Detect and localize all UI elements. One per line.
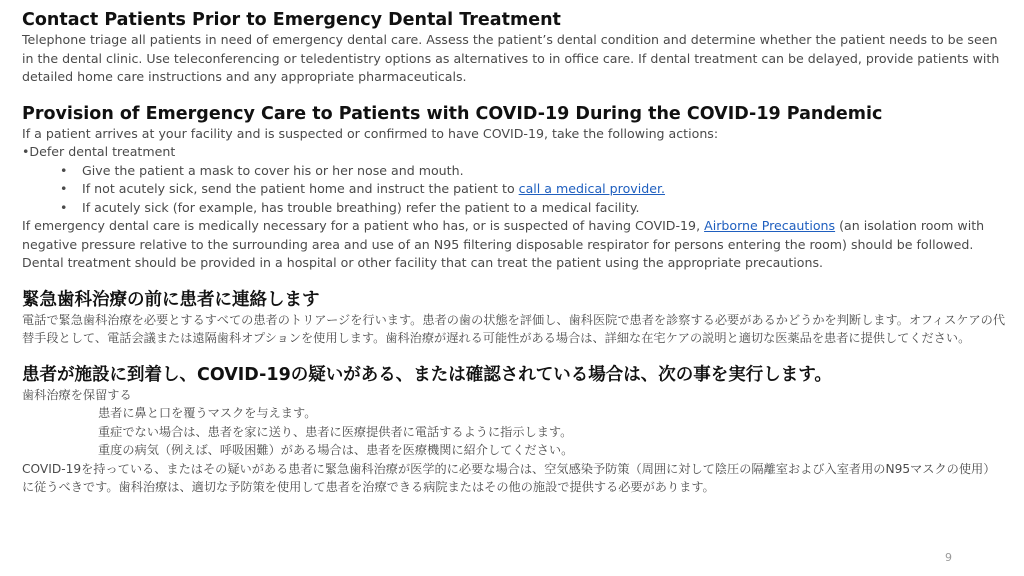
- paragraph-jp-precautions: COVID-19を持っている、またはその疑いがある患者に緊急歯科治療が医学的に必要な場合は、空気感染予防策（周囲に対して陰圧の隔離室および入室者用のN95マスクの使用）に従うべきです。歯科治療は、適切な予防策を使用して患者を治療できる病院またはその他の施設で提供する必要があります。: [22, 461, 996, 494]
- list-item: • If acutely sick (for example, has trouble breathing) refer the patient to a medical facility.: [22, 199, 1007, 218]
- jp-defer-line: 歯科治療を保留する: [22, 387, 132, 402]
- slide-content: [22, 10, 1007, 497]
- jp-list-item: 重症でない場合は、患者を家に送り、患者に医療提供者に電話するように指示します。: [98, 424, 573, 439]
- defer-treatment-line: •Defer dental treatment: [22, 144, 176, 159]
- actions-list: [22, 162, 1007, 218]
- paragraph-jp-triage: 電話で緊急歯科治療を必要とするすべての患者のトリアージを行います。患者の歯の状態を評価し、歯科医院で患者を診察する必要があるかどうかを判断します。オフィスケアの代替手段として、電話会議または遠隔歯科オプションを使用します。歯科治療が遅れる可能性がある場合は、詳細な在宅ケアの説明と適切な医薬品を患者に提供してください。: [22, 312, 1006, 345]
- airborne-precautions-link[interactable]: Airborne Precautions: [704, 218, 836, 233]
- japanese-section: [22, 290, 1007, 497]
- paragraph-telephone-triage: Telephone triage all patients in need of emergency dental care. Assess the patient’s dental condition and determine whether the patient needs to be seen in the dental clinic. Use teleconferencing or teledentistry options as alternatives to in office care. If dental treatment can be delayed, provide patients with detailed home care instructions and any appropriate pharmaceuticals.: [22, 32, 1000, 84]
- bullet-dot-icon: •: [60, 181, 68, 196]
- heading-jp-covid-actions: 患者が施設に到着し、COVID-19の疑いがある、または確認されている場合は、次の事を実行します。: [22, 364, 832, 385]
- paragraph-intro-actions: If a patient arrives at your facility and is suspected or confirmed to have COVID-19, take the following actions:: [22, 125, 719, 141]
- bullet-dot-icon: •: [60, 199, 68, 215]
- call-medical-provider-link[interactable]: call a medical provider.: [518, 181, 665, 196]
- list-item: • If not acutely sick, send the patient home and instruct the patient to call a medical provider.: [22, 180, 1007, 199]
- jp-list-item: 重度の病気（例えば、呼吸困難）がある場合は、患者を医療機関に紹介してください。: [98, 443, 574, 457]
- jp-list-item: 患者に鼻と口を覆うマスクを与えます。: [98, 406, 317, 420]
- page-number: 9: [945, 551, 952, 564]
- heading-jp-contact-patients: 緊急歯科治療の前に患者に連絡します: [22, 289, 320, 310]
- paragraph-airborne-precautions: If emergency dental care is medically necessary for a patient who has, or is suspected of having COVID-19, Airborne Precautions (an isolation room with negative pressure relative to the surrounding area and use of an N95 filtering disposable respirator for persons entering the room) should be followed. Dental treatment should be provided in a hospital or other facility that can treat the patient using the appropriate precautions.: [22, 218, 985, 270]
- list-item: • Give the patient a mask to cover his or her nose and mouth.: [22, 162, 1007, 181]
- bullet-dot-icon: •: [60, 162, 68, 178]
- heading-contact-patients: Contact Patients Prior to Emergency Dental Treatment: [22, 10, 561, 30]
- heading-provision-emergency-care: Provision of Emergency Care to Patients with COVID-19 During the COVID-19 Pandemic: [22, 103, 883, 124]
